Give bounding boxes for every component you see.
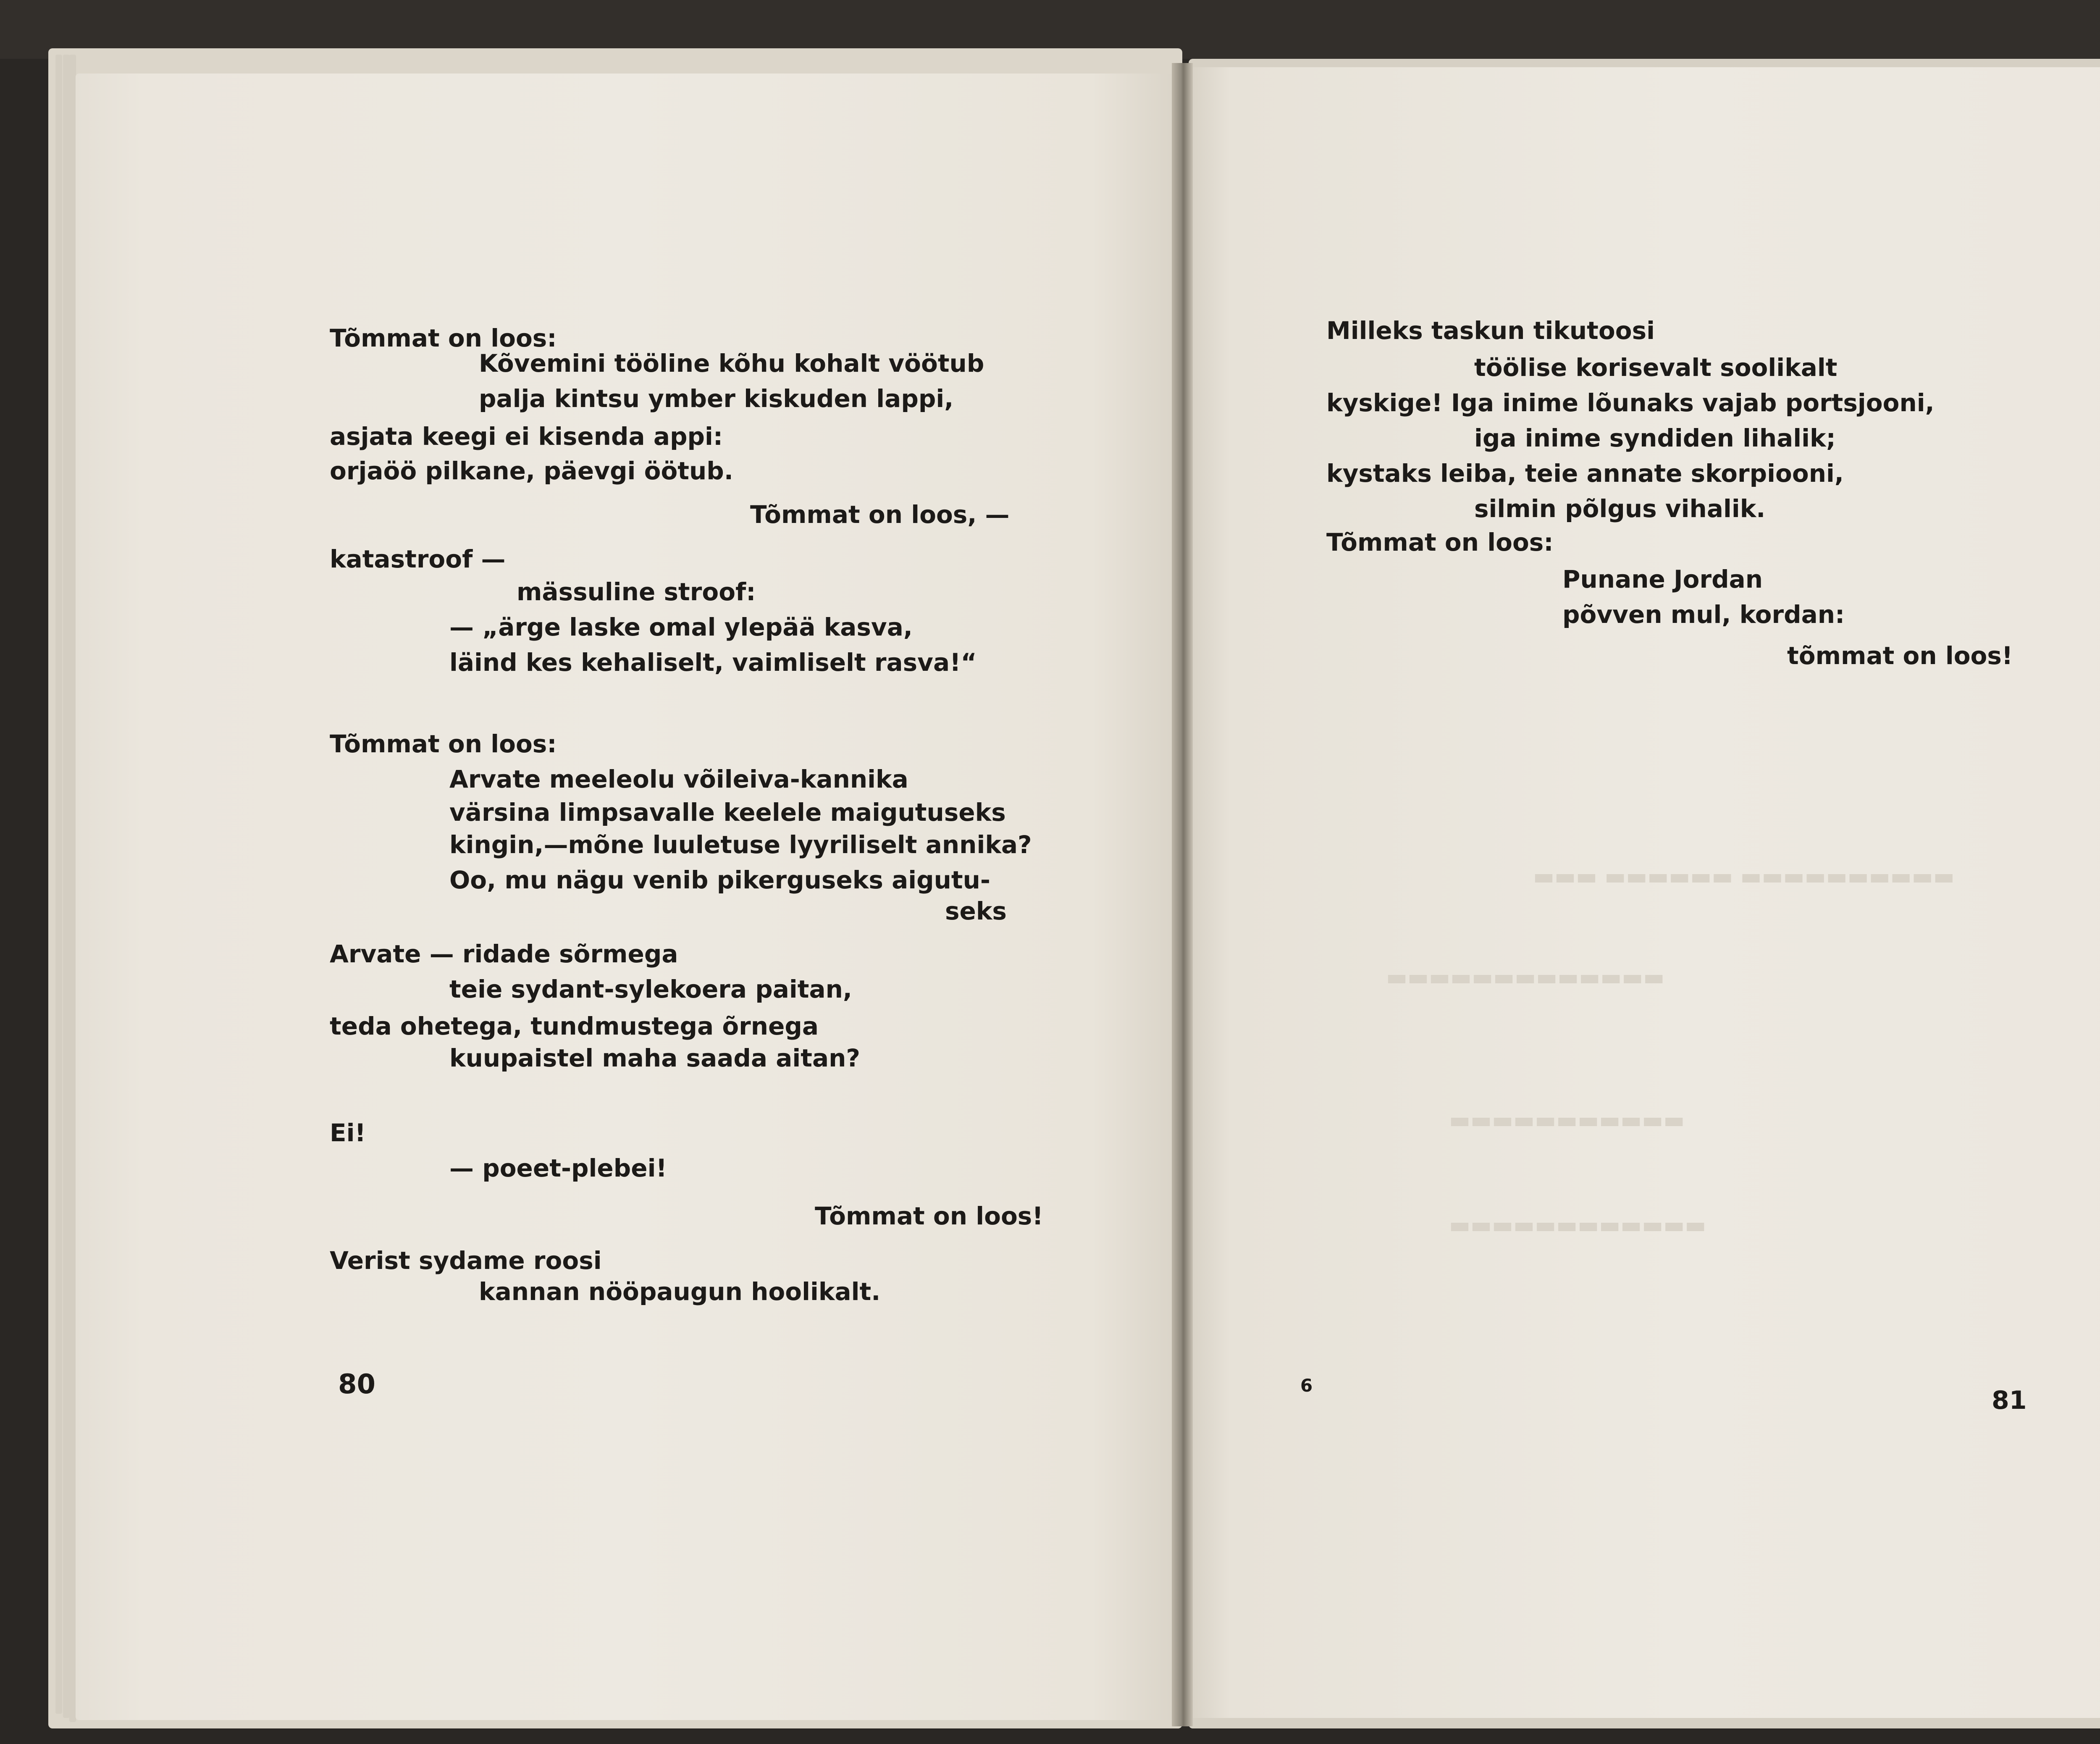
poem-line: teie sydant-sylekoera paitan, bbox=[449, 975, 852, 1003]
poem-line: Tõmmat on loos: bbox=[330, 324, 557, 352]
poem-line: kingin,—mõne luuletuse lyyriliselt annika? bbox=[449, 830, 1032, 859]
poem-line: — poeet-plebei! bbox=[449, 1154, 667, 1182]
poem-line: orjaöö pilkane, päevgi öötub. bbox=[330, 457, 733, 485]
poem-line: — „ärge laske omal ylepää kasva, bbox=[449, 613, 913, 641]
poem-line: Ei! bbox=[330, 1119, 366, 1147]
poem-line: Punane Jordan bbox=[1562, 565, 1763, 594]
page-number-right: 81 bbox=[1992, 1386, 2027, 1415]
poem-line: Verist sydame roosi bbox=[330, 1246, 602, 1275]
poem-line: Tõmmat on loos: bbox=[330, 730, 557, 758]
book-gutter bbox=[1172, 63, 1193, 1726]
poem-line: katastroof — bbox=[330, 545, 506, 573]
poem-line: töölise korisevalt soolikalt bbox=[1474, 353, 1838, 382]
poem-line: Oo, mu nägu venib pikerguseks aigutu- bbox=[449, 866, 990, 894]
poem-line: mässuline stroof: bbox=[517, 578, 756, 606]
poem-line: Tõmmat on loos! bbox=[815, 1202, 1043, 1230]
poem-line: kannan nööpaugun hoolikalt. bbox=[479, 1277, 881, 1306]
page-number-left: 80 bbox=[338, 1369, 376, 1400]
poem-line: läind kes kehaliselt, vaimliselt rasva!“ bbox=[449, 648, 977, 677]
page-edge bbox=[63, 55, 70, 1718]
page-edge bbox=[69, 55, 76, 1722]
poem-line: teda ohetega, tundmustega õrnega bbox=[330, 1012, 819, 1040]
poem-line: värsina limpsavalle keelele maigutuseks bbox=[449, 798, 1006, 827]
show-through-text: ▬▬▬▬▬▬▬▬▬▬▬ bbox=[1449, 1107, 1685, 1133]
poem-line: kyskige! Iga inime lõunaks vajab portsjooni, bbox=[1326, 389, 1935, 417]
poem-line: põvven mul, kordan: bbox=[1562, 600, 1845, 629]
poem-line: silmin põlgus vihalik. bbox=[1474, 494, 1766, 523]
poem-line: seks bbox=[945, 897, 1007, 925]
show-through-text: ▬▬▬▬▬▬▬▬▬▬▬▬▬ bbox=[1386, 964, 1665, 990]
poem-line: palja kintsu ymber kiskuden lappi, bbox=[479, 384, 954, 413]
left-page bbox=[76, 74, 1180, 1720]
poem-line: tõmmat on loos! bbox=[1787, 641, 2013, 670]
right-page bbox=[1186, 67, 2100, 1718]
poem-line: Tõmmat on loos: bbox=[1326, 528, 1554, 557]
poem-line: Tõmmat on loos, — bbox=[750, 500, 1010, 529]
poem-line: Arvate — ridade sõrmega bbox=[330, 940, 678, 968]
page-edge bbox=[55, 55, 62, 1714]
poem-line: kystaks leiba, teie annate skorpiooni, bbox=[1326, 459, 1844, 488]
show-through-text: ▬▬▬ ▬▬▬▬▬▬ ▬▬▬▬▬▬▬▬▬▬ bbox=[1533, 863, 1955, 890]
poem-line: Arvate meeleolu võileiva-kannika bbox=[449, 765, 908, 793]
poem-line: Milleks taskun tikutoosi bbox=[1326, 316, 1655, 345]
poem-line: kuupaistel maha saada aitan? bbox=[449, 1044, 861, 1072]
poem-line: iga inime syndiden lihalik; bbox=[1474, 424, 1836, 452]
show-through-text: ▬▬▬▬▬▬▬▬▬▬▬▬ bbox=[1449, 1212, 1706, 1238]
poem-line: asjata keegi ei kisenda appi: bbox=[330, 422, 723, 451]
signature-mark: 6 bbox=[1300, 1375, 1313, 1396]
poem-line: Kõvemini tööline kõhu kohalt vöötub bbox=[479, 349, 984, 378]
